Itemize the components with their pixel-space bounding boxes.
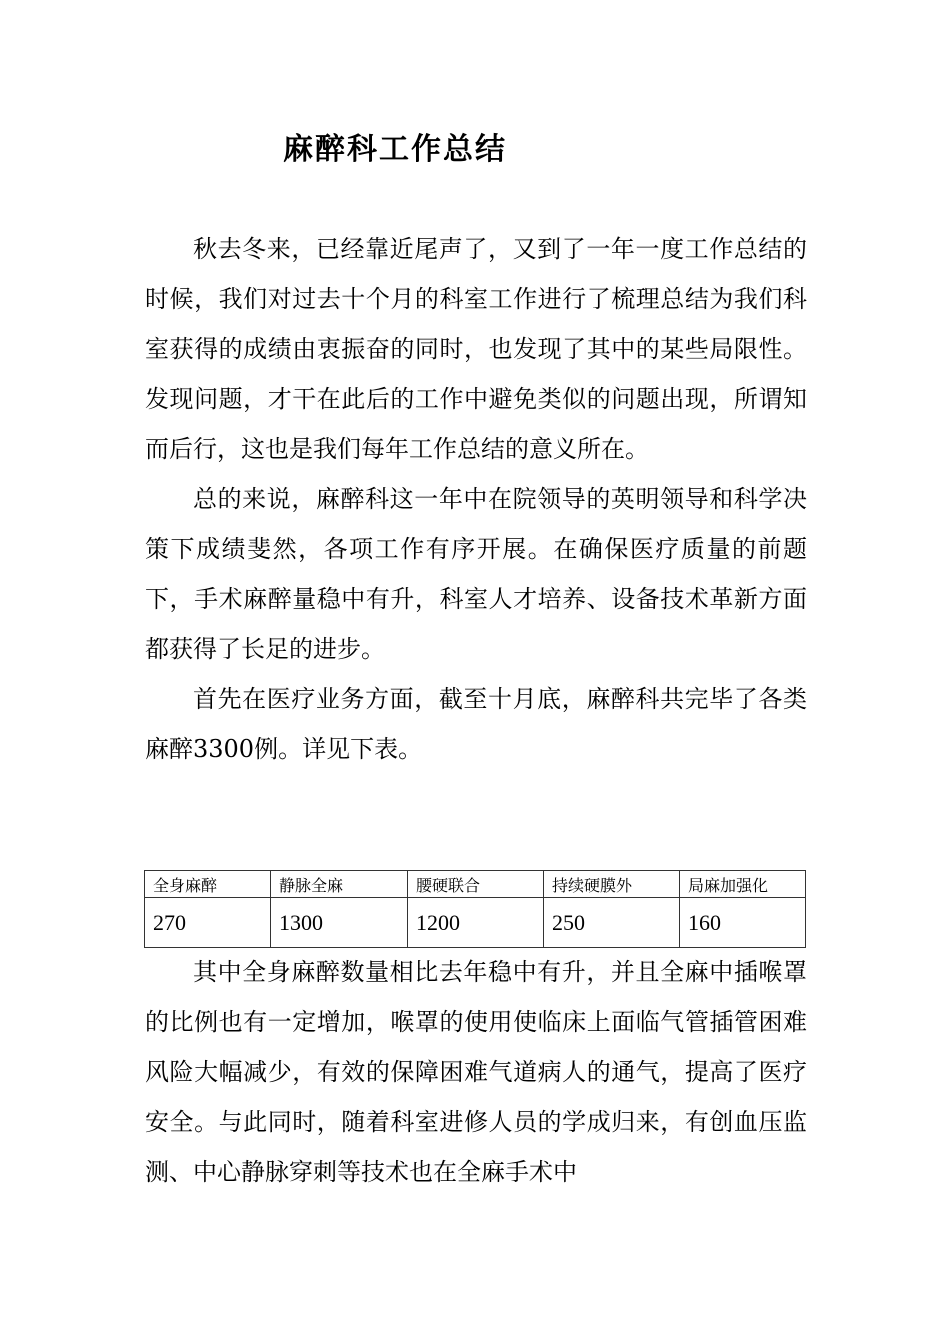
value-intravenous-anesthesia: 1300 bbox=[271, 898, 408, 948]
body-text-after-table bbox=[145, 947, 807, 1197]
header-continuous-epidural: 持续硬膜外 bbox=[544, 871, 680, 898]
header-general-anesthesia: 全身麻醉 bbox=[145, 871, 271, 898]
value-local-plus-sedation: 160 bbox=[680, 898, 806, 948]
body-text-before-table bbox=[145, 224, 807, 774]
paragraph-intro: 秋去冬来，已经靠近尾声了，又到了一年一度工作总结的时候，我们对过去十个月的科室工作进行了梳理总结为我们科室获得的成绩由衷振奋的同时，也发现了其中的某些局限性。发现问题，才干在此后的工作中避免类似的问题出现，所谓知而后行，这也是我们每年工作总结的意义所在。 bbox=[145, 235, 807, 463]
document-title: 麻醉科工作总结 bbox=[283, 132, 507, 167]
paragraph-general-anesthesia-detail: 其中全身麻醉数量相比去年稳中有升，并且全麻中插喉罩的比例也有一定增加，喉罩的使用使临床上面临气管插管困难风险大幅减少，有效的保障困难气道病人的通气，提高了医疗安全。与此同时，随着科室进修人员的学成归来，有创血压监测、中心静脉穿刺等技术也在全麻手术中 bbox=[145, 958, 807, 1186]
anesthesia-stats-table bbox=[144, 870, 806, 948]
value-combined-spinal-epidural: 1200 bbox=[408, 898, 544, 948]
table-row bbox=[145, 898, 806, 948]
header-combined-spinal-epidural: 腰硬联合 bbox=[408, 871, 544, 898]
table-header-row bbox=[145, 871, 806, 898]
header-local-plus-sedation: 局麻加强化 bbox=[680, 871, 806, 898]
paragraph-anesthesia-count: 首先在医疗业务方面，截至十月底，麻醉科共完毕了各类麻醉3300例。详见下表。 bbox=[145, 685, 807, 763]
paragraph-summary: 总的来说，麻醉科这一年中在院领导的英明领导和科学决策下成绩斐然，各项工作有序开展。在确保医疗质量的前题下，手术麻醉量稳中有升，科室人才培养、设备技术革新方面都获得了长足的进步。 bbox=[145, 485, 807, 663]
header-intravenous-anesthesia: 静脉全麻 bbox=[271, 871, 408, 898]
value-general-anesthesia: 270 bbox=[145, 898, 271, 948]
value-continuous-epidural: 250 bbox=[544, 898, 680, 948]
